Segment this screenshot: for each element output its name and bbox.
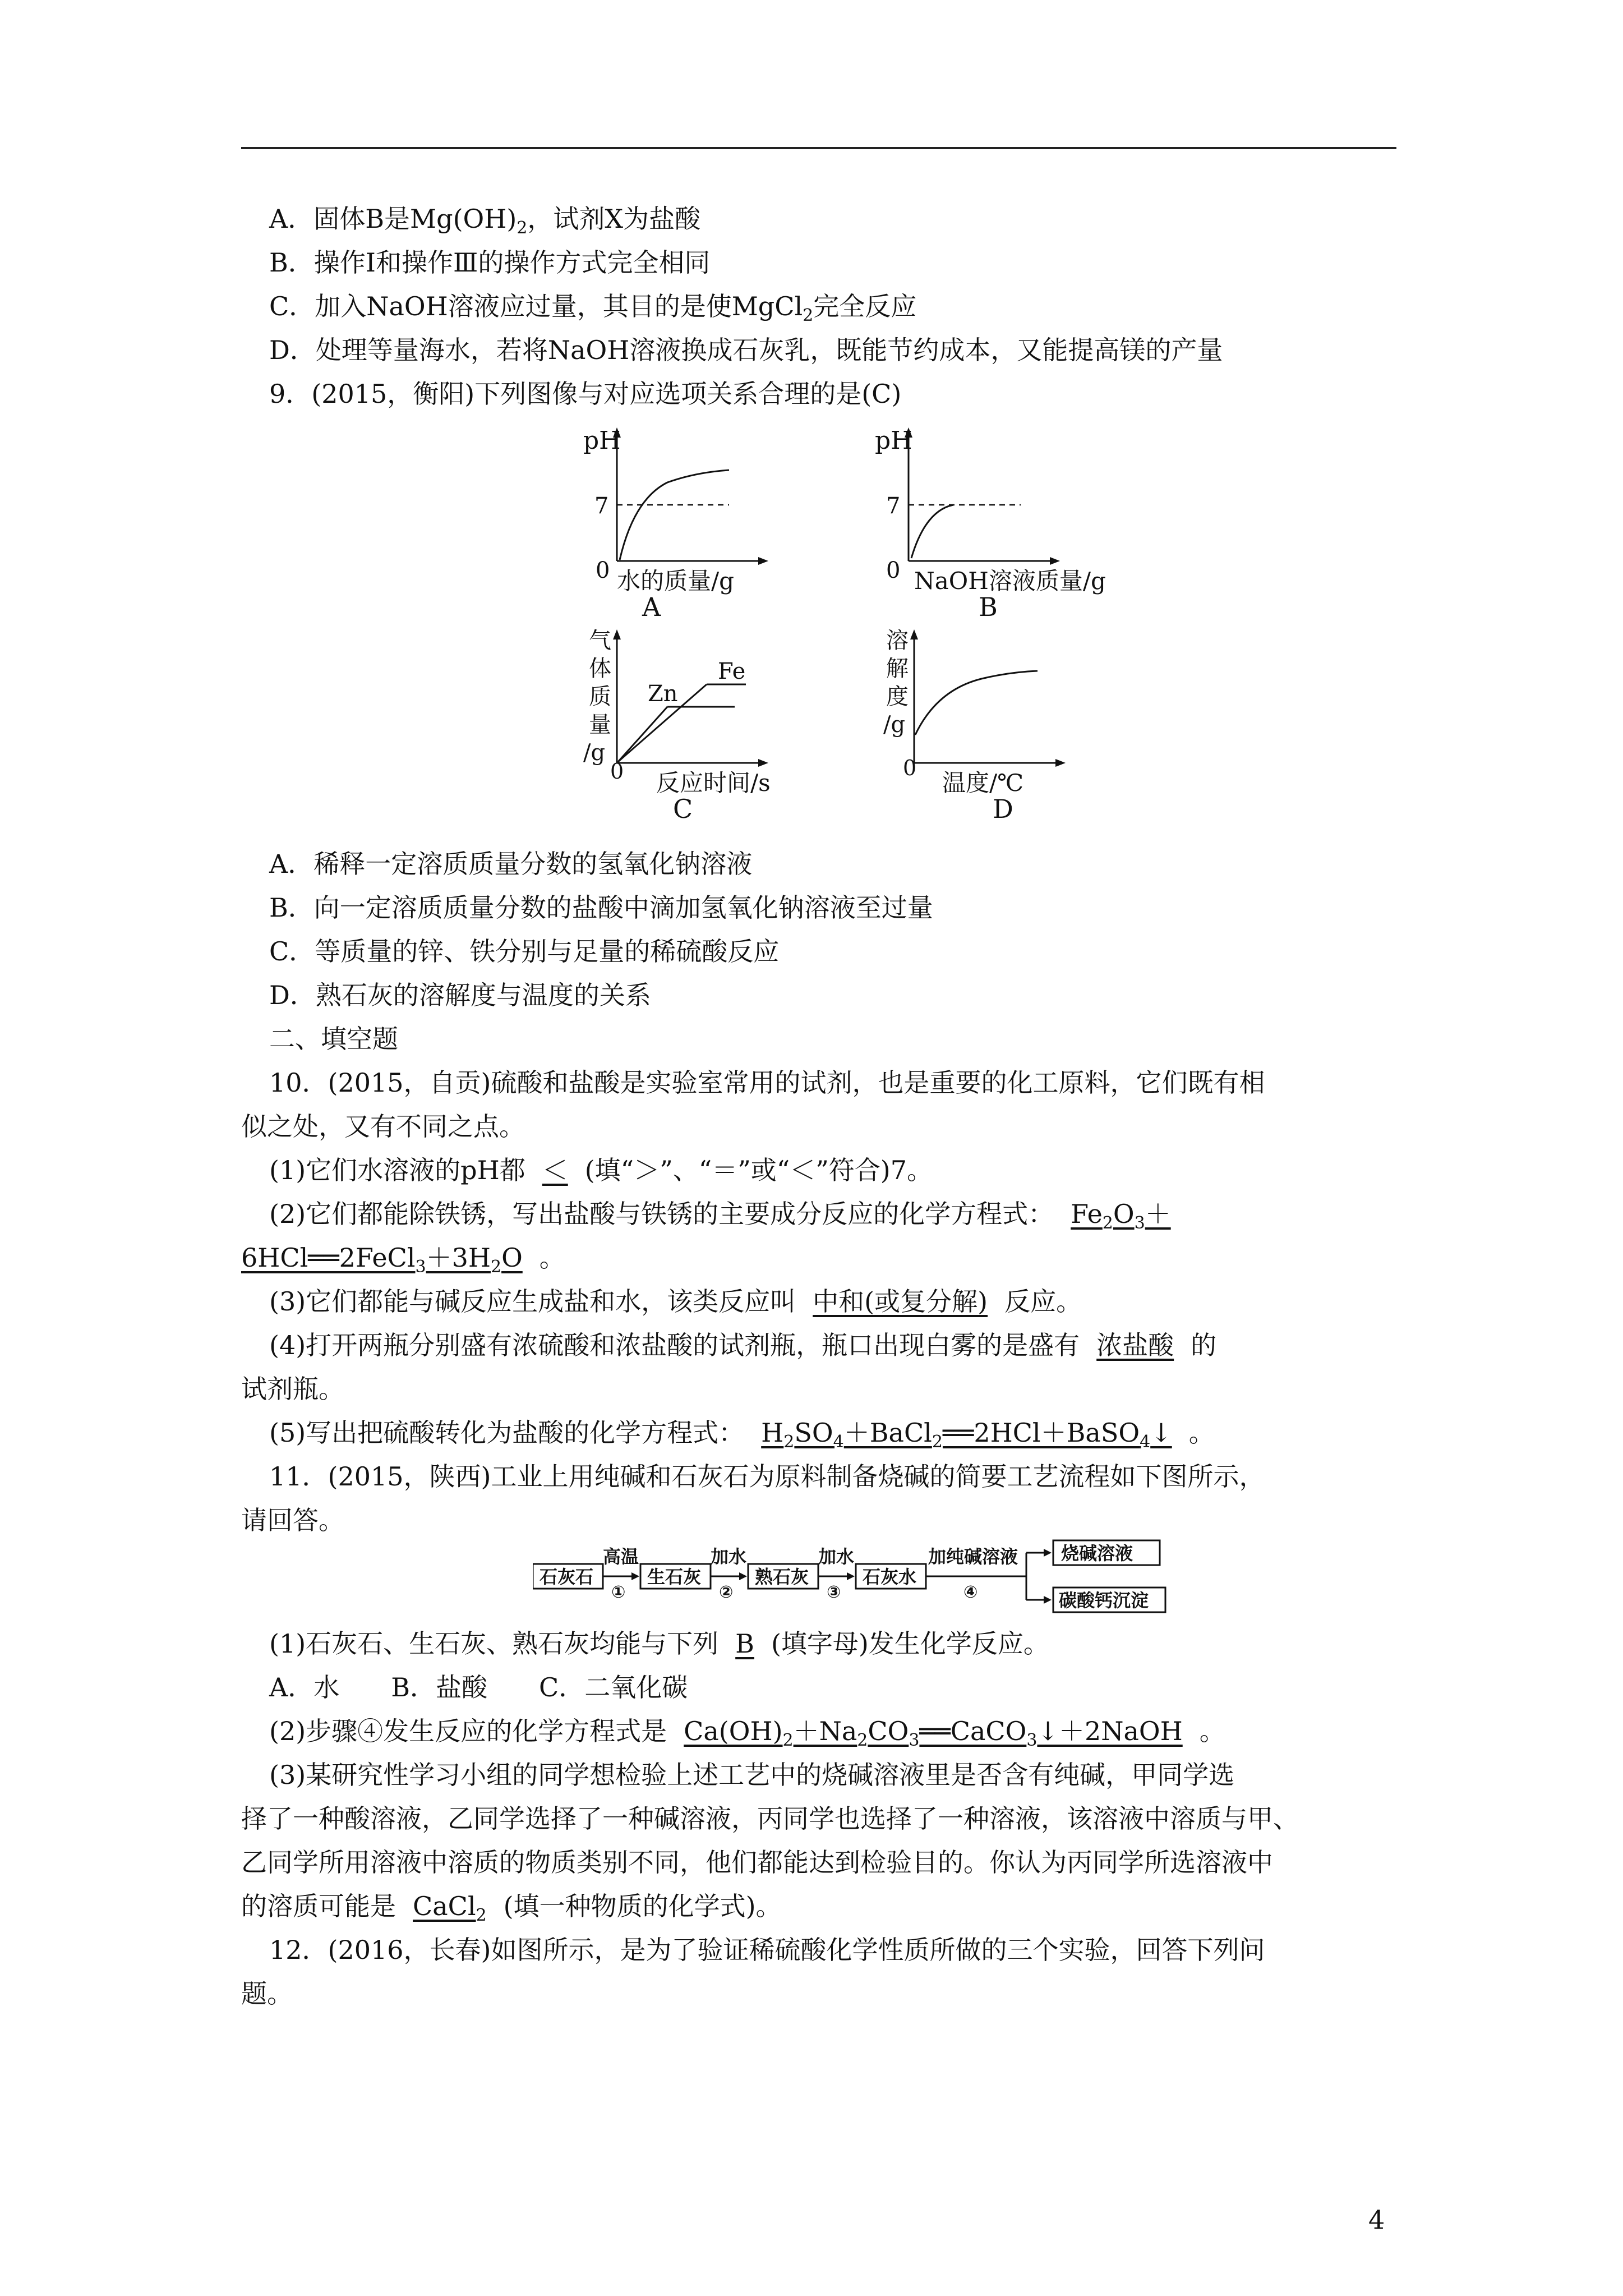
q10-stem-line1: 10．(2015，自贡)硫酸和盐酸是实验室常用的试剂，也是重要的化工原料，它们既有相 (269, 1068, 1265, 1098)
flow-box-slakedlime: 熟石灰 (755, 1566, 809, 1588)
chart-a (555, 421, 791, 614)
chart-d-xlabel: 温度/℃ (942, 769, 1024, 797)
flow-out-caco3: 碳酸钙沉淀 (1059, 1590, 1149, 1611)
q11-part2: (2)步骤④发生反应的化学方程式是 $Ca(OH)_2+Na_2CO_3══CaCO_3↓+2NaOH$ 。 (269, 1716, 1225, 1751)
flow-arrow1-step: ① (611, 1582, 626, 1602)
flow-arrow4-step: ④ (963, 1582, 978, 1602)
chart-a-xlabel: 水的质量/g (617, 567, 735, 595)
q10-part1: (1)它们水溶液的pH都 ＜ (填“＞”、“＝”或“＜”符合)7。 (269, 1155, 933, 1185)
q9-stem: 9．(2015，衡阳)下列图像与对应选项关系合理的是(C) (269, 379, 902, 409)
flow-arrow2-label: 加水 (711, 1546, 747, 1567)
flow-out-caustic-soda: 烧碱溶液 (1061, 1543, 1133, 1564)
q8-option-a: A．固体B是$Mg(OH)_2$，试剂X为盐酸 (269, 204, 701, 238)
q10-answer-2b: $6HCl══2FeCl_3+3H_2O$ (241, 1243, 523, 1277)
q11-part1-options: A．水 B．盐酸 C．二氧化碳 (269, 1672, 688, 1703)
chart-c-fe-label: Fe (718, 659, 746, 684)
chart-a-ylabel: pH (583, 426, 621, 455)
header-rule (241, 147, 1396, 149)
q8-option-d: D．处理等量海水，若将NaOH溶液换成石灰乳，既能节约成本，又能提高镁的产量 (269, 335, 1223, 365)
q11-part1: (1)石灰石、生石灰、熟石灰均能与下列 B (填字母)发生化学反应。 (269, 1628, 1049, 1659)
q12-stem-line2: 题。 (241, 1978, 293, 2009)
flow-arrow3-step: ③ (827, 1582, 841, 1602)
q11-part3-line1: (3)某研究性学习小组的同学想检验上述工艺中的烧碱溶液里是否含有纯碱，甲同学选 (269, 1760, 1235, 1790)
chart-d-ylabel-3: 度 (886, 684, 909, 710)
chart-d-caption: D (993, 794, 1013, 824)
chart-b-origin: 0 (886, 558, 901, 583)
section-title: 二、填空题 (269, 1024, 398, 1054)
q10-answer-4: 浓盐酸 (1096, 1330, 1174, 1360)
q9-option-a: A．稀释一定溶质质量分数的氢氧化钠溶液 (269, 849, 753, 879)
q11-answer-2: $Ca(OH)_2+Na_2CO_3══CaCO_3↓+2NaOH$ (684, 1716, 1183, 1751)
chart-d-ylabel-1: 溶 (886, 628, 909, 654)
chart-a-caption: A (642, 592, 661, 622)
chart-d-origin: 0 (903, 756, 917, 780)
page-number: 4 (1368, 2205, 1385, 2235)
chart-a-tick-7: 7 (594, 493, 609, 519)
chart-b-tick-7: 7 (886, 493, 901, 519)
chart-c-zn-label: Zn (648, 681, 678, 707)
chart-c-ylabel-2: 体 (589, 656, 611, 682)
q10-part2-line1: (2)它们都能除铁锈，写出盐酸与铁锈的主要成分反应的化学方程式： $Fe_2O_3+$ (269, 1197, 1188, 1240)
q10-part4-line1: (4)打开两瓶分别盛有浓硫酸和浓盐酸的试剂瓶，瓶口出现白雾的是盛有 浓盐酸 的 (269, 1330, 1217, 1360)
q11-answer-1: B (735, 1628, 754, 1659)
chart-c-ylabel-3: 质 (589, 684, 611, 710)
q11-stem-line1: 11．(2015，陕西)工业上用纯碱和石灰石为原料制备烧碱的简要工艺流程如下图所示， (269, 1461, 1265, 1492)
q10-answer-3: 中和(或复分解) (813, 1286, 988, 1317)
chart-c-origin: 0 (610, 759, 624, 784)
chart-d-ylabel-2: 解 (886, 656, 909, 682)
flow-arrow4-label: 加纯碱溶液 (928, 1546, 1018, 1567)
flow-arrow2-step: ② (719, 1582, 734, 1602)
process-flow-diagram (533, 1537, 1178, 1623)
chart-c-ylabel-1: 气 (589, 628, 611, 654)
chart-c-ylabel-4: 量 (589, 712, 611, 738)
q11-part3-line3: 乙同学所用溶液中溶质的物质类别不同，他们都能达到检验目的。你认为丙同学所选溶液中 (241, 1847, 1273, 1878)
q10-part3: (3)它们都能与碱反应生成盐和水，该类反应叫 中和(或复分解) 反应。 (269, 1286, 1082, 1317)
chart-d (852, 623, 1122, 816)
q11-answer-3: CaCl$_2$ (413, 1891, 487, 1926)
q10-part2-line2: $6HCl══2FeCl_3+3H_2O$ 。 (241, 1243, 565, 1277)
q9-option-b: B．向一定溶质质量分数的盐酸中滴加氢氧化钠溶液至过量 (269, 892, 933, 923)
q8-option-b: B．操作Ⅰ和操作Ⅲ的操作方式完全相同 (269, 247, 711, 278)
q11-stem-line2: 请回答。 (241, 1505, 344, 1535)
q9-option-c: C．等质量的锌、铁分别与足量的稀硫酸反应 (269, 936, 780, 967)
q9-option-d: D．熟石灰的溶解度与温度的关系 (269, 980, 651, 1010)
q10-answer-5: $H_2SO_4+BaCl_2══2HCl+BaSO_4↓$ (761, 1418, 1172, 1452)
q10-answer-1: ＜ (542, 1155, 568, 1185)
q10-stem-line2: 似之处，又有不同之点。 (241, 1111, 525, 1142)
chart-c-caption: C (673, 794, 693, 824)
q12-stem-line1: 12．(2016，长春)如图所示，是为了验证稀硫酸化学性质所做的三个实验，回答下列问 (269, 1935, 1265, 1965)
flow-box-limewater: 石灰水 (863, 1566, 917, 1588)
chart-b-caption: B (979, 592, 998, 622)
chart-b-xlabel: NaOH溶液质量/g (914, 567, 1106, 595)
q10-part5: (5)写出把硫酸转化为盐酸的化学方程式： $H_2SO_4+BaCl_2══2HCl+BaSO_4↓$ 。 (269, 1418, 1215, 1452)
flow-box-quicklime: 生石灰 (647, 1566, 702, 1588)
flow-arrow3-label: 加水 (818, 1546, 855, 1567)
q10-answer-2a: $Fe_2O_3+$ (1071, 1199, 1171, 1234)
chart-c-ylabel-5: /g (583, 740, 606, 766)
chart-c-xlabel: 反应时间/s (656, 769, 771, 797)
chart-b-ylabel: pH (875, 426, 912, 455)
q11-part3-line2: 择了一种酸溶液，乙同学选择了一种碱溶液，丙同学也选择了一种溶液，该溶液中溶质与甲、 (241, 1803, 1299, 1834)
chart-c (555, 623, 802, 816)
chart-b (852, 421, 1144, 614)
flow-arrow1-label: 高温 (603, 1546, 639, 1567)
flow-box-limestone: 石灰石 (540, 1566, 594, 1588)
chart-d-ylabel-4: /g (883, 712, 906, 738)
chart-a-origin: 0 (596, 558, 610, 583)
q10-part4-line2: 试剂瓶。 (241, 1374, 344, 1404)
q11-part3-line4: 的溶质可能是 CaCl$_2$ (填一种物质的化学式)。 (241, 1891, 782, 1926)
q8-option-c: C．加入NaOH溶液应过量，其目的是使MgCl$_2$完全反应 (269, 291, 917, 326)
